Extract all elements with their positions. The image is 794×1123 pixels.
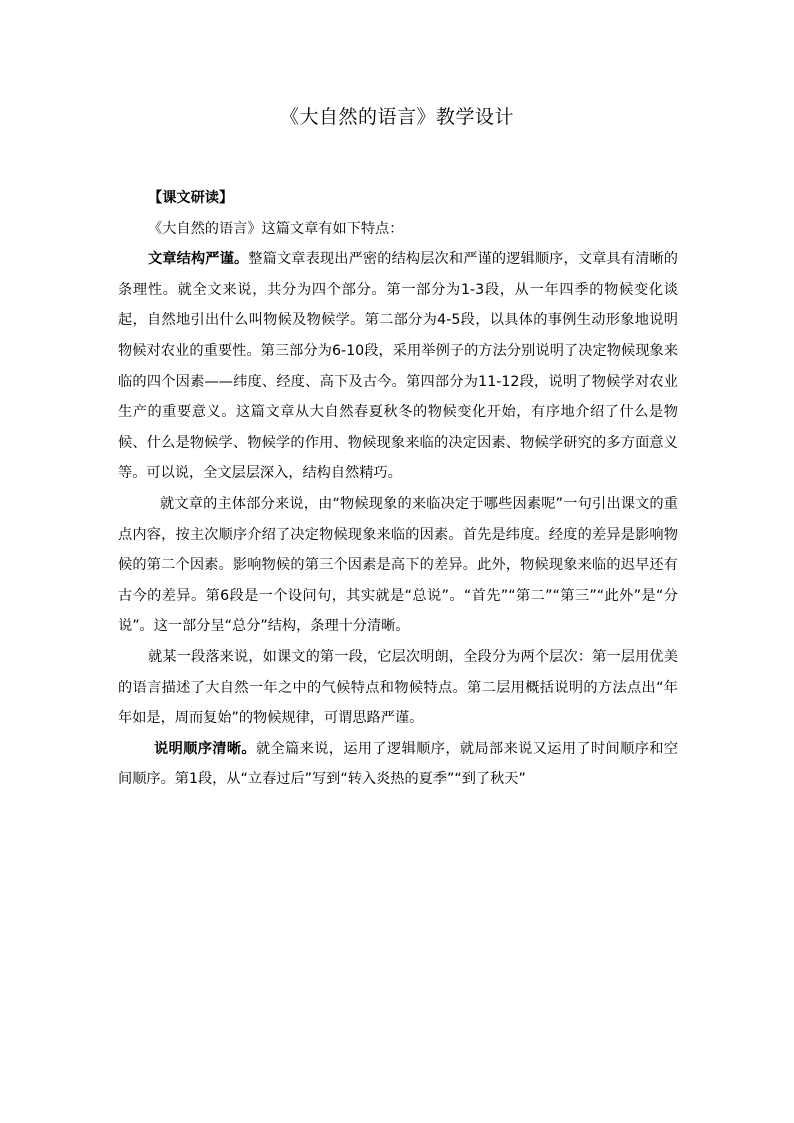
document-body: [118, 183, 678, 795]
paragraph-structure: [118, 244, 678, 489]
document-title: 《大自然的语言》教学设计: [279, 106, 514, 128]
paragraph-order: [118, 734, 678, 795]
paragraph-body-structure: 整篇文章表现出严密的结构层次和严谨的逻辑顺序，文章具有清晰的条理性。就全文来说，共分为四个部分。第一部分为1-3段，从一年四季的物候变化谈起，自然地引出什么叫物候及物候学。第二部分为4-5段，以具体的事例生动形象地说明物候对农业的重要性。第三部分为6-10段，采用举例子的方法分别说明了决定物候现象来临的四个因素——纬度、经度、高下及古今。第四部分为11-12段，说明了物候学对农业生产的重要意义。这篇文章从大自然春夏秋冬的物候变化开始，有序地介绍了什么是物候、什么是物候学、物候学的作用、物候现象来临的决定因素、物候学研究的多方面意义等。可以说，全文层层深入，结构自然精巧。: [118, 251, 678, 482]
paragraph-main-part: 就文章的主体部分来说，由“物候现象的来临决定于哪些因素呢”一句引出课文的重点内容，按主次顺序介绍了决定物候现象来临的因素。首先是纬度。经度的差异是影响物候的第二个因素。影响物候的第三个因素是高下的差异。此外，物候现象来临的迟早还有古今的差异。第6段是一个设问句，其实就是“总说”。“首先”“第二”“第三”“此外”是“分说”。这一部分呈“总分”结构，条理十分清晰。: [118, 495, 678, 635]
section-heading: 【课文研读】: [148, 190, 234, 206]
paragraph-lead-structure: 文章结构严谨。: [148, 251, 249, 268]
paragraph-body-order: 就全篇来说，运用了逻辑顺序，就局部来说又运用了时间顺序和空间顺序。第1段，从“立春过后”写到“转入炎热的夏季”“到了秋天”: [118, 740, 678, 788]
paragraph-first-section: 就某一段落来说，如课文的第一段，它层次明朗，全段分为两个层次：第一层用优美的语言描述了大自然一年之中的气候特点和物候特点。第二层用概括说明的方法点出“年年如是，周而复始”的物候规律，可谓思路严谨。: [118, 648, 678, 727]
intro-paragraph: 《大自然的语言》这篇文章有如下特点：: [148, 220, 404, 237]
paragraph-lead-order: 说明顺序清晰。: [154, 740, 256, 757]
